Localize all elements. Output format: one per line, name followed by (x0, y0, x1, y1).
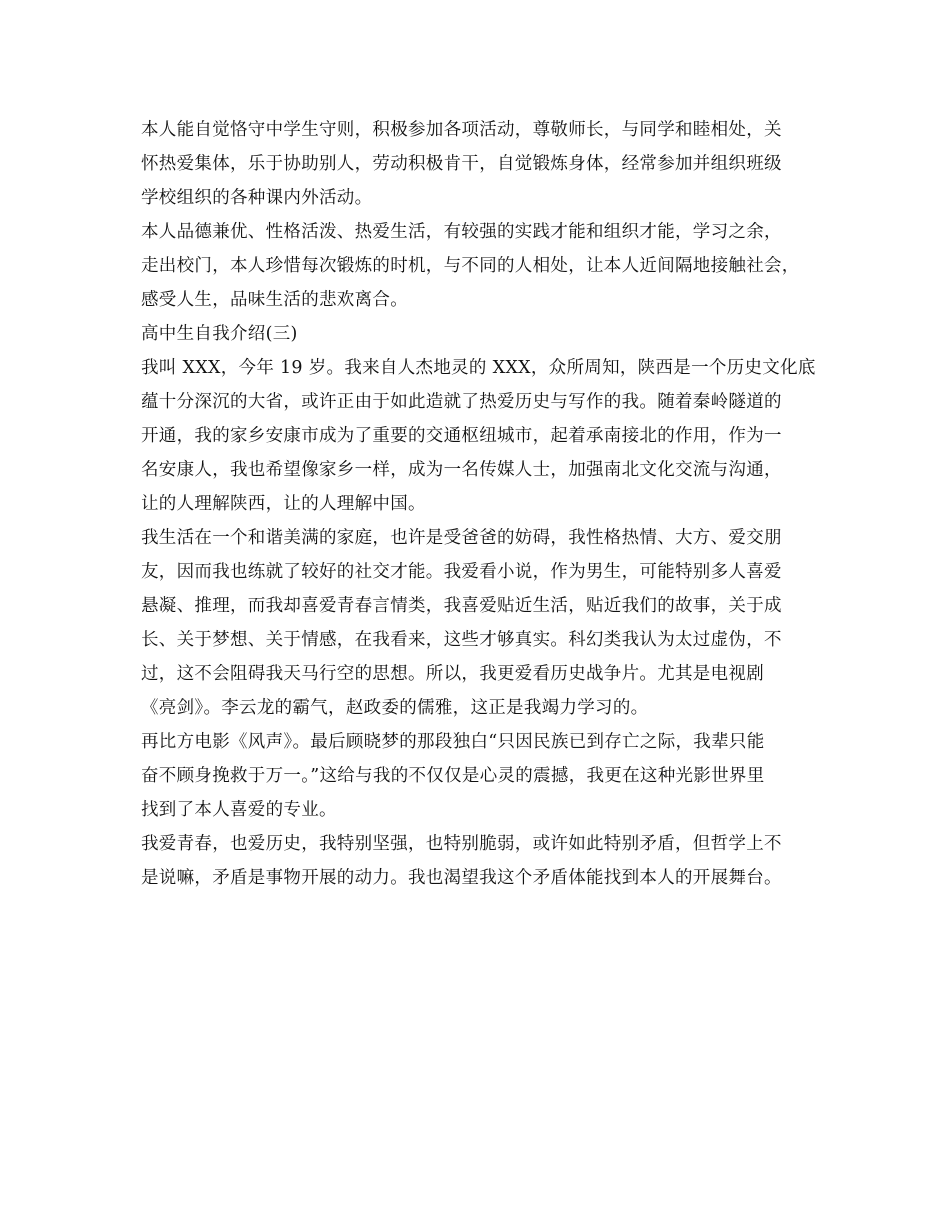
text-line: 友，因而我也练就了较好的社交才能。我爱看小说，作为男生，可能特别多人喜爱 (141, 562, 782, 582)
text-line: 《亮剑》。李云龙的霸气，赵政委的儒雅，这正是我竭力学习的。 (141, 698, 649, 718)
text-line: 长、关于梦想、关于情感，在我看来，这些才够真实。科幻类我认为太过虚伪，不 (141, 630, 782, 650)
text-line: 是说嘛，矛盾是事物开展的动力。我也渴望我这个矛盾体能找到本人的开展舞台。 (141, 868, 782, 888)
text-line: 我爱青春，也爱历史，我特别坚强，也特别脆弱，或许如此特别矛盾，但哲学上不 (141, 834, 782, 854)
text-line: 名安康人，我也希望像家乡一样，成为一名传媒人士，加强南北文化交流与沟通， (141, 460, 782, 480)
text-line: 开通，我的家乡安康市成为了重要的交通枢纽城市，起着承南接北的作用，作为一 (141, 426, 782, 446)
text-line: 我叫 XXX，今年 19 岁。我来自人杰地灵的 XXX，众所周知，陕西是一个历史文化底 (141, 358, 816, 378)
text-line: 本人品德兼优、性格活泼、热爱生活，有较强的实践才能和组织才能，学习之余， (141, 222, 782, 242)
text-line: 蕴十分深沉的大省，或许正由于如此造就了热爱历史与写作的我。随着秦岭隧道的 (141, 392, 782, 412)
text-line: 本人能自觉恪守中学生守则，积极参加各项活动，尊敬师长，与同学和睦相处，关 (141, 120, 782, 140)
text-line: 让的人理解陕西，让的人理解中国。 (141, 494, 426, 514)
text-line: 感受人生，品味生活的悲欢离合。 (141, 290, 408, 310)
section-heading: 高中生自我介绍(三) (141, 324, 298, 344)
text-line: 我生活在一个和谐美满的家庭，也许是受爸爸的妨碍，我性格热情、大方、爱交朋 (141, 528, 782, 548)
text-line: 过，这不会阻碍我天马行空的思想。所以，我更爱看历史战争片。尤其是电视剧 (141, 664, 764, 684)
text-line: 再比方电影《风声》。最后顾晓梦的那段独白“只因民族已到存亡之际，我辈只能 (141, 732, 765, 752)
text-line: 奋不顾身挽救于万一。”这给与我的不仅仅是心灵的震撼，我更在这种光影世界里 (141, 766, 765, 786)
text-line: 学校组织的各种课内外活动。 (141, 188, 373, 208)
text-line: 怀热爱集体，乐于协助别人，劳动积极肯干，自觉锻炼身体，经常参加并组织班级 (141, 154, 782, 174)
text-line: 悬凝、推理，而我却喜爱青春言情类，我喜爱贴近生活，贴近我们的故事，关于成 (141, 596, 782, 616)
text-line: 走出校门，本人珍惜每次锻炼的时机，与不同的人相处，让本人近间隔地接触社会， (141, 256, 800, 276)
text-line: 找到了本人喜爱的专业。 (141, 800, 337, 820)
